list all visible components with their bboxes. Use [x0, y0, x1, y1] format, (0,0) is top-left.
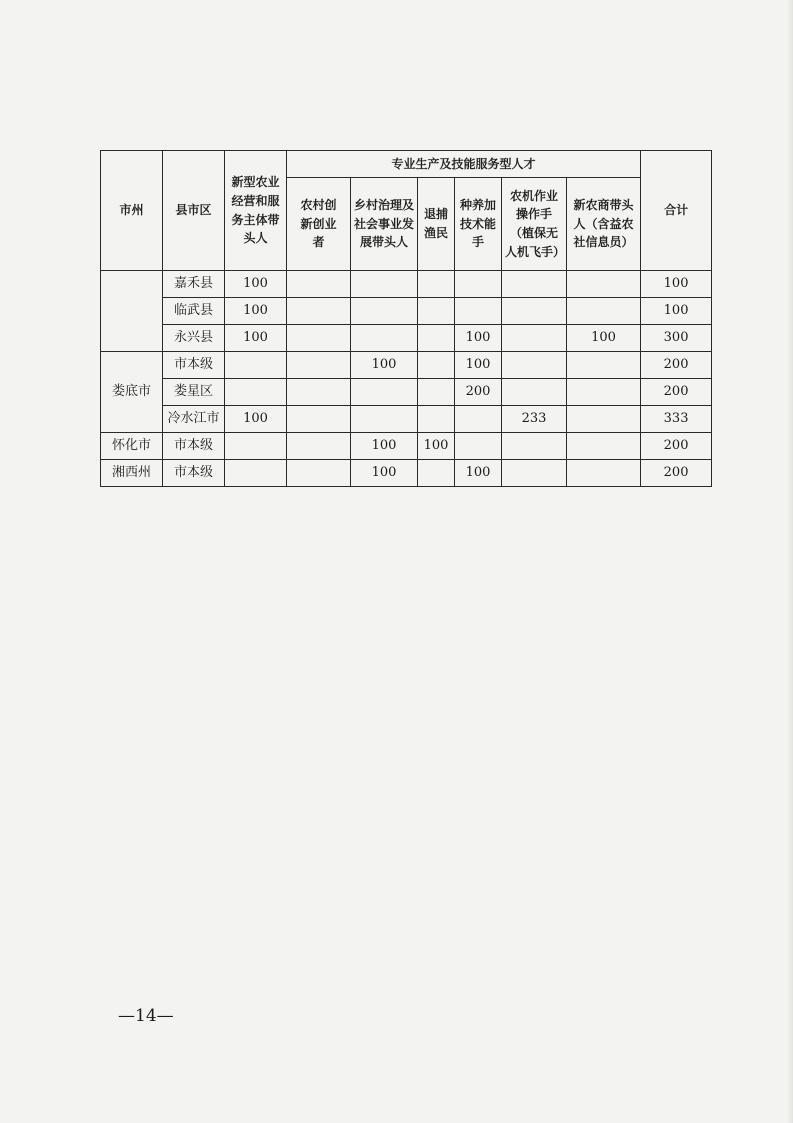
value-cell [225, 433, 287, 460]
table-row [101, 379, 712, 406]
value-cell: 233 [502, 406, 567, 433]
value-cell [287, 460, 351, 487]
value-cell [567, 379, 641, 406]
value-cell [351, 406, 418, 433]
value-cell [567, 298, 641, 325]
value-cell [418, 271, 455, 298]
value-cell [418, 352, 455, 379]
header-new-agri: 新型农业经营和服务主体带头人 [225, 151, 287, 271]
total-cell: 100 [641, 271, 712, 298]
value-cell [351, 379, 418, 406]
table-row [101, 460, 712, 487]
value-cell [287, 325, 351, 352]
county-cell: 市本级 [163, 352, 225, 379]
county-cell: 嘉禾县 [163, 271, 225, 298]
page-number: —14— [118, 1006, 174, 1026]
value-cell [502, 271, 567, 298]
value-cell [567, 460, 641, 487]
value-cell [418, 379, 455, 406]
city-cell: 娄底市 [101, 352, 163, 433]
city-cell [101, 271, 163, 352]
value-cell [287, 298, 351, 325]
county-cell: 临武县 [163, 298, 225, 325]
total-cell: 300 [641, 325, 712, 352]
value-cell [225, 379, 287, 406]
value-cell: 100 [455, 325, 502, 352]
header-sub-ecommerce: 新农商带头人（含益农社信息员） [567, 178, 641, 271]
value-cell [287, 352, 351, 379]
value-cell [502, 433, 567, 460]
city-cell: 湘西州 [101, 460, 163, 487]
value-cell [418, 325, 455, 352]
total-cell: 333 [641, 406, 712, 433]
value-cell: 100 [455, 352, 502, 379]
city-cell: 怀化市 [101, 433, 163, 460]
value-cell: 100 [225, 325, 287, 352]
county-cell: 永兴县 [163, 325, 225, 352]
county-cell: 冷水江市 [163, 406, 225, 433]
header-sub-fishermen: 退捕渔民 [418, 178, 455, 271]
total-cell: 200 [641, 433, 712, 460]
value-cell [502, 325, 567, 352]
value-cell [502, 379, 567, 406]
value-cell [351, 325, 418, 352]
total-cell: 100 [641, 298, 712, 325]
value-cell [418, 298, 455, 325]
header-sub-innovator: 农村创新创业者 [287, 178, 351, 271]
value-cell: 100 [225, 298, 287, 325]
table-row [101, 433, 712, 460]
value-cell [287, 271, 351, 298]
header-city: 市州 [101, 151, 163, 271]
total-cell: 200 [641, 352, 712, 379]
value-cell [502, 460, 567, 487]
value-cell [351, 298, 418, 325]
value-cell [287, 433, 351, 460]
county-cell: 娄星区 [163, 379, 225, 406]
total-cell: 200 [641, 460, 712, 487]
value-cell [502, 352, 567, 379]
header-total: 合计 [641, 151, 712, 271]
page-edge [787, 0, 793, 1123]
table-row [101, 352, 712, 379]
county-cell: 市本级 [163, 460, 225, 487]
value-cell: 100 [567, 325, 641, 352]
value-cell: 100 [225, 271, 287, 298]
county-cell: 市本级 [163, 433, 225, 460]
header-sub-technician: 种养加技术能手 [455, 178, 502, 271]
value-cell [351, 271, 418, 298]
value-cell: 100 [455, 460, 502, 487]
value-cell: 100 [418, 433, 455, 460]
value-cell [567, 352, 641, 379]
header-county: 县市区 [163, 151, 225, 271]
value-cell [418, 460, 455, 487]
value-cell: 100 [351, 433, 418, 460]
value-cell [567, 271, 641, 298]
value-cell [567, 433, 641, 460]
value-cell: 100 [225, 406, 287, 433]
value-cell [225, 460, 287, 487]
header-group: 专业生产及技能服务型人才 [287, 151, 641, 178]
value-cell [225, 352, 287, 379]
value-cell [455, 433, 502, 460]
value-cell [455, 271, 502, 298]
header-sub-governance: 乡村治理及社会事业发展带头人 [351, 178, 418, 271]
value-cell: 100 [351, 460, 418, 487]
table-row [101, 325, 712, 352]
value-cell [502, 298, 567, 325]
value-cell [418, 406, 455, 433]
header-row-1 [101, 151, 712, 178]
value-cell [287, 379, 351, 406]
value-cell: 200 [455, 379, 502, 406]
quota-table [100, 150, 712, 487]
value-cell: 100 [351, 352, 418, 379]
value-cell [287, 406, 351, 433]
header-sub-machinery: 农机作业操作手（植保无人机飞手） [502, 178, 567, 271]
table-row [101, 406, 712, 433]
table-row [101, 271, 712, 298]
value-cell [455, 406, 502, 433]
total-cell: 200 [641, 379, 712, 406]
value-cell [455, 298, 502, 325]
value-cell [567, 406, 641, 433]
table-row [101, 298, 712, 325]
